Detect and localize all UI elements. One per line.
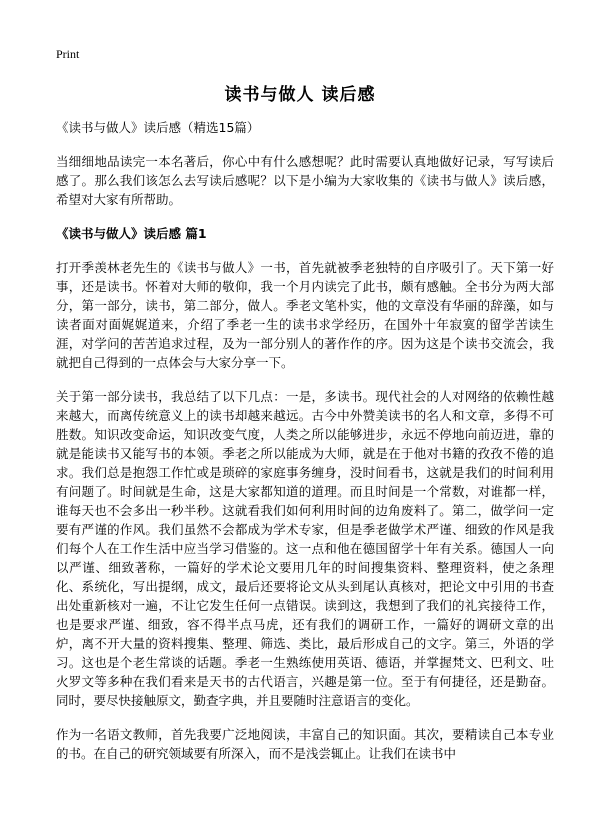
document-body bbox=[56, 118, 554, 778]
section-heading: 《读书与做人》读后感 篇1 bbox=[56, 226, 207, 241]
print-link[interactable]: Print bbox=[56, 47, 80, 61]
body-paragraph-1: 打开季羡林老先生的《读书与做人》一书，首先就被季老独特的自序吸引了。天下第一好事，还是读书。怀着对大师的敬仰，我一个月内读完了此书，颇有感触。全书分为两大部分，第一部分，读书，第二部分，做人。季老文笔朴实，他的文章没有华丽的辞藻，如与读者面对面娓娓道来，介绍了季老一生的读书求学经历，在国外十年寂寞的留学苦读生涯，对学问的苦苦追求过程，及为一部分别人的著作作的序。因为这是个读书交流会，我就把自己得到的一点体会与大家分享一下。 bbox=[56, 260, 554, 370]
body-paragraph-3: 作为一名语文教师，首先我要广泛地阅读，丰富自己的知识面。其次，要精读自己本专业的书。在自己的研究领域要有所深入，而不是浅尝辄止。让我们在读书中 bbox=[56, 727, 554, 761]
intro-paragraph: 当细细地品读完一本名著后，你心中有什么感想呢？此时需要认真地做好记录，写写读后感了。那么我们该怎么去写读后感呢？以下是小编为大家收集的《读书与做人》读后感，希望对大家有所帮助。 bbox=[56, 154, 554, 207]
body-paragraph-2: 关于第一部分读书，我总结了以下几点：一是，多读书。现代社会的人对网络的依赖性越来越大，而离传统意义上的读书却越来越远。古今中外赞美读书的名人和文章，多得不可胜数。知识改变命运，知识改变气度，人类之所以能够进步，永远不停地向前迈进，靠的就是能读书又能写书的本领。季老之所以能成为大师，就是在于他对书籍的孜孜不倦的追求。我们总是抱怨工作忙或是琐碎的家庭事务缠身，没时间看书，这就是我们的时间利用有问题了。时间就是生命，这是大家都知道的道理。而且时间是一个常数，对谁都一样，谁每天也不会多出一秒半秒。这就看我们如何利用时间的边角废料了。第二，做学问一定要有严谨的作风。我们虽然不会都成为学术专家，但是季老做学术严谨、细致的作风是我们每个人在工作生活中应当学习借鉴的。这一点和他在德国留学十年有关系。德国人一向以严谨、细致著称，一篇好的学术论文要用几年的时间搜集资料、整理资料，使之条理化、系统化，写出提纲，成文，最后还要将论文从头到尾认真核对，把论文中引用的书查出处重新核对一遍，不让它发生任何一点错误。读到这，我想到了我们的礼宾接待工作，也是要求严谨、细致，容不得半点马虎，还有我们的调研工作，一篇好的调研文章的出炉，离不开大量的资料搜集、整理、筛选、类比，最后形成自己的文字。第三，外语的学习。这也是个老生常谈的话题。季老一生熟练使用英语、德语，并掌握梵文、巴利文、吐火罗文等多种在我们看来是天书的古代语言，兴趣是第一位。至于有何捷径，还是勤奋。同时，要尽快接触原文，勤查字典，并且要随时注意语言的变化。 bbox=[56, 389, 554, 708]
document-subtitle: 《读书与做人》读后感（精选15篇） bbox=[56, 120, 260, 135]
document-title: 读书与做人 读后感 bbox=[224, 85, 376, 105]
